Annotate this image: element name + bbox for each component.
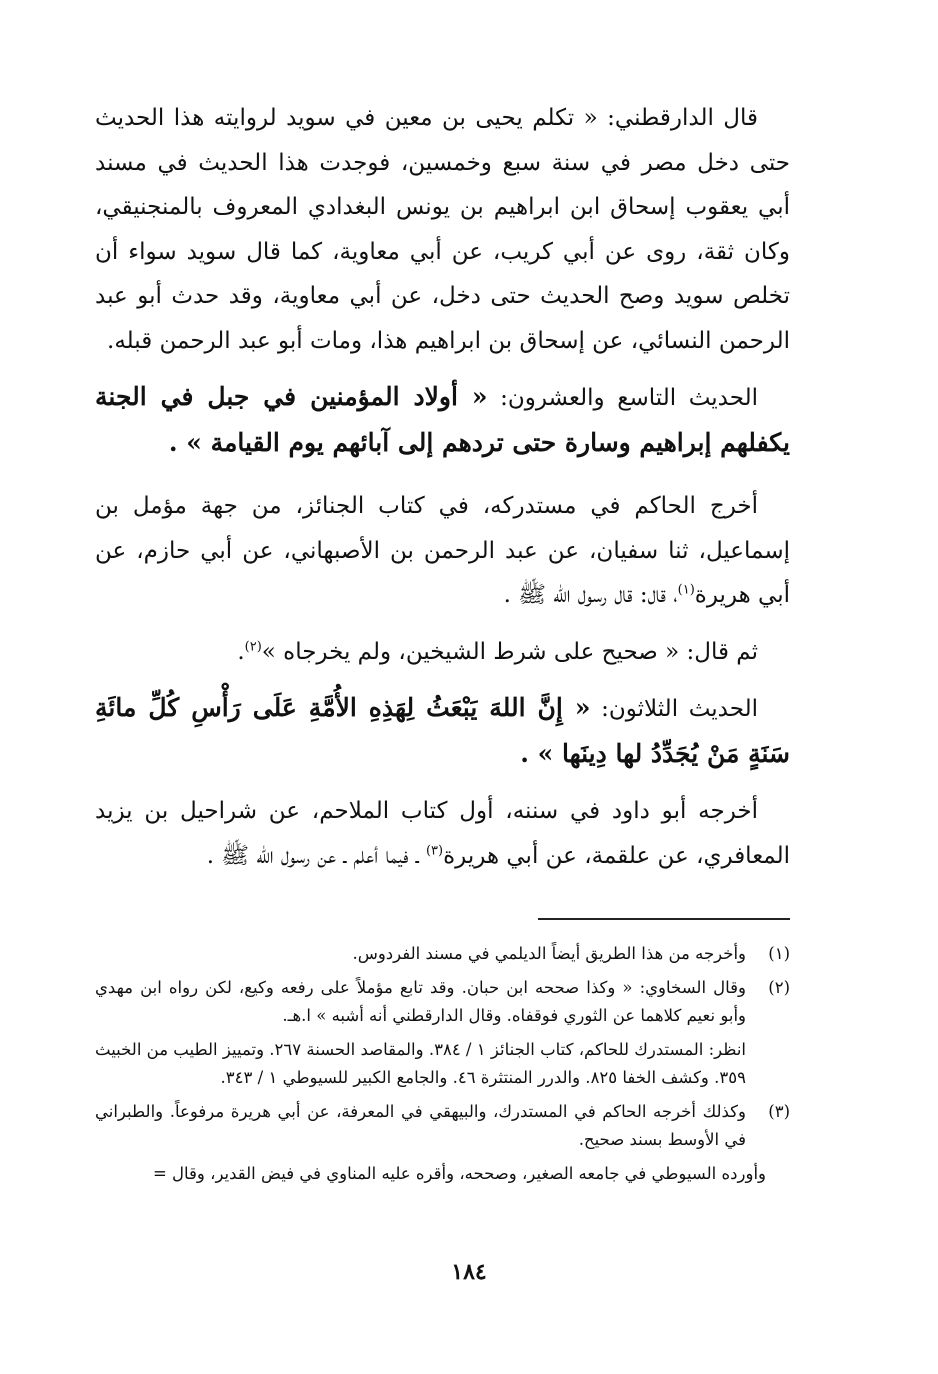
- hadith-30-text: « إِنَّ اللهَ يَبْعَثُ لِهَذِهِ الأُمَّةِ عَلَى رَأْسِ كُلِّ مائَةِ سَنَةٍ مَنْ يُجَدِّدُ لها دِينَها » .: [95, 693, 790, 768]
- footnote-1: [95, 940, 790, 969]
- footnote-number: (٢): [768, 977, 790, 997]
- footnote-number: (٣): [768, 1101, 790, 1121]
- footnote-3: [95, 1098, 790, 1155]
- paragraph-hakim-takhrij: [95, 484, 790, 618]
- paragraph-text: ، قال: قال رسول الله ﷺ .: [503, 582, 678, 608]
- footnote-text: وكذلك أخرجه الحاكم في المستدرك، والبيهقي في المعرفة، عن أبي هريرة مرفوعاً. والطبراني في الأوسط بسند صحيح.: [95, 1101, 746, 1149]
- footnote-text: وقال السخاوي: « وكذا صححه ابن حبان. وقد تابع مؤملاً على رفعه وكيع، لكن رواه ابن مهدي وأبو نعيم كلاهما عن الثوري فوقفاه. وقال الدارقطني أنه أشبه » ا.هـ.: [95, 977, 746, 1025]
- footnote-number: (١): [768, 944, 790, 963]
- hadith-30: [95, 686, 790, 777]
- main-text: [95, 96, 790, 878]
- page-number: ١٨٤: [451, 1259, 487, 1285]
- hadith-29-text: « أولاد المؤمنين في جبل في الجنة يكفلهم إبراهيم وسارة حتى تردهم إلى آبائهم يوم القيامة » .: [95, 382, 790, 457]
- paragraph-hakim-verdict: [95, 630, 790, 675]
- paragraph-text: أخرجه أبو داود في سننه، أول كتاب الملاحم، عن شراحيل بن يزيد المعافري، عن علقمة، عن أبي هريرة: [95, 798, 790, 869]
- paragraph-text: ـ فيما أعلم ـ عن رسول الله ﷺ .: [206, 842, 426, 869]
- hadith-30-heading: الحديث الثلاثون:: [590, 696, 758, 722]
- paragraph-text: أخرج الحاكم في مستدركه، في كتاب الجنائز، من جهة مؤمل بن إسماعيل، ثنا سفيان، عن عبد الرحمن بن الأصبهاني، عن أبي حازم، عن أبي هريرة: [95, 493, 790, 608]
- footnote-ref-1: (١): [677, 582, 695, 598]
- hadith-29: [95, 375, 790, 466]
- paragraph-abu-dawud-takhrij: [95, 789, 790, 878]
- footnote-ref-3: (٣): [425, 842, 444, 858]
- footnote-ref-2: (٢): [244, 638, 262, 654]
- footnote-text: وأخرجه من هذا الطريق أيضاً الديلمي في مسند الفردوس.: [352, 944, 746, 963]
- hadith-29-heading: الحديث التاسع والعشرون:: [487, 385, 758, 411]
- footnotes: [95, 940, 790, 1193]
- footnote-2: [95, 974, 790, 1031]
- footnote-separator: [538, 918, 790, 920]
- footnote-3-continuation: وأورده السيوطي في جامعه الصغير، وصححه، وأقره عليه المناوي في فيض القدير، وقال =: [152, 1163, 766, 1183]
- paragraph-text: قال الدارقطني: « تكلم يحيى بن معين في سويد لروايته هذا الحديث حتى دخل مصر في سنة سبع وخمسين، فوجدت هذا الحديث في مسند أبي يعقوب إسحاق ابن ابراهيم بن يونس البغدادي المعروف بالمنجنيقي، وكان ثقة، روى عن أبي كريب، عن أبي معاوية، كما قال سويد سواء أن تخلص سويد وصح الحديث حتى دخل، عن أبي معاوية، وقد حدث أبو عبد الرحمن النسائي، عن إسحاق بن ابراهيم هذا، ومات أبو عبد الرحمن قبله.: [95, 105, 790, 354]
- footnote-2-continuation: انظر: المستدرك للحاكم، كتاب الجنائز ١ / ٣٨٤. والمقاصد الحسنة ٢٦٧. وتمييز الطيب من الخبيث ٣٥٩. وكشف الخفا ٨٢٥. والدرر المنتثرة ٤٦. والجامع الكبير للسيوطي ١ / ٣٤٣.: [95, 1039, 746, 1087]
- paragraph-text: ثم قال: « صحيح على شرط الشيخين، ولم يخرجاه »: [261, 638, 758, 665]
- paragraph-daraqutni-quote: [95, 96, 790, 363]
- paragraph-text: .: [237, 638, 245, 665]
